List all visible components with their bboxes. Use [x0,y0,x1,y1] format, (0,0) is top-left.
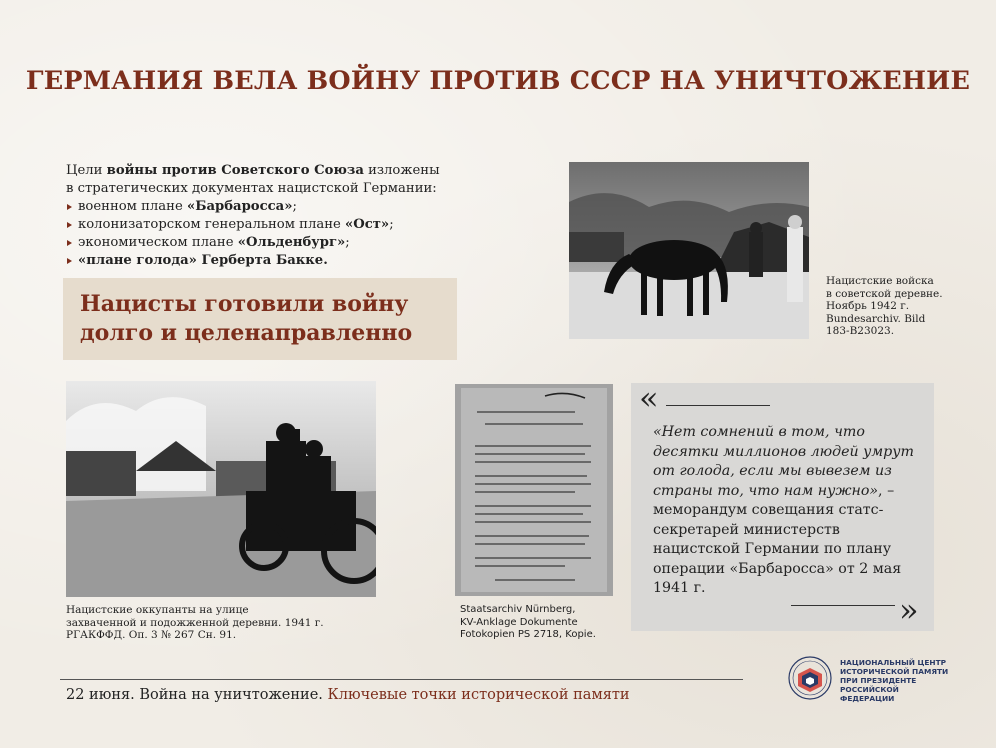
list-item: колонизаторском генеральном плане «Ост»; [66,216,536,234]
callout-box [63,278,457,360]
list-item: военном плане «Барбаросса»; [66,198,536,216]
quote-divider-bottom [791,605,895,606]
list-item: «плане голода» Герберта Бакке. [66,252,536,270]
plans-list [66,198,536,270]
logo [786,654,949,704]
page-title: ГЕРМАНИЯ ВЕЛА ВОЙНУ ПРОТИВ СССР НА УНИЧТОЖЕНИЕ [25,66,971,96]
intro-line-2: в стратегических документах нацистской Германии: [66,181,437,196]
photo-horse-village [569,162,809,339]
logo-text: НАЦИОНАЛЬНЫЙ ЦЕНТР ИСТОРИЧЕСКОЙ ПАМЯТИ ПРИ ПРЕЗИДЕНТЕ РОССИЙСКОЙ ФЕДЕРАЦИИ [840,658,949,703]
footer-divider [60,679,743,680]
callout-text: Нацисты готовили войну долго и целенаправленно [80,291,413,346]
quote-box [631,379,934,631]
caption-street-photo: Нацистские оккупанты на улице захваченной и подожженной деревни. 1941 г. РГАКФФД. Оп. 3 № 267 Сн. 91. [66,604,324,641]
footer-text: 22 июня. Война на уничтожение. Ключевые точки исторической памяти [66,687,630,703]
intro-text [66,162,536,270]
list-item: экономическом плане «Ольденбург»; [66,234,536,252]
caption-horse-photo: Нацистские войска в советской деревне. Ноябрь 1942 г. Bundesarchiv. Bild 183-B23023. [826,275,943,337]
photo-document [455,384,613,596]
quote-text: «Нет сомнений в том, что десятки миллионов людей умрут от голода, если мы вывезем из страны то, что нам нужно», – меморандум совещания статс-секретарей министерств нацистской Германии по плану операции «Барбаросса» от 2 мая 1941 г. [653,424,914,596]
intro-line-1: Цели войны против Советского Союза изложены [66,163,440,178]
caption-document-photo: Staatsarchiv Nürnberg, KV-Anklage Dokumente Fotokopien PS 2718, Kopie. [460,604,596,640]
open-quote-mark: « [639,379,659,417]
close-quote-mark: » [899,591,919,629]
emblem-icon [786,654,834,702]
photo-burning-street [66,381,376,597]
quote-divider-top [666,405,770,406]
